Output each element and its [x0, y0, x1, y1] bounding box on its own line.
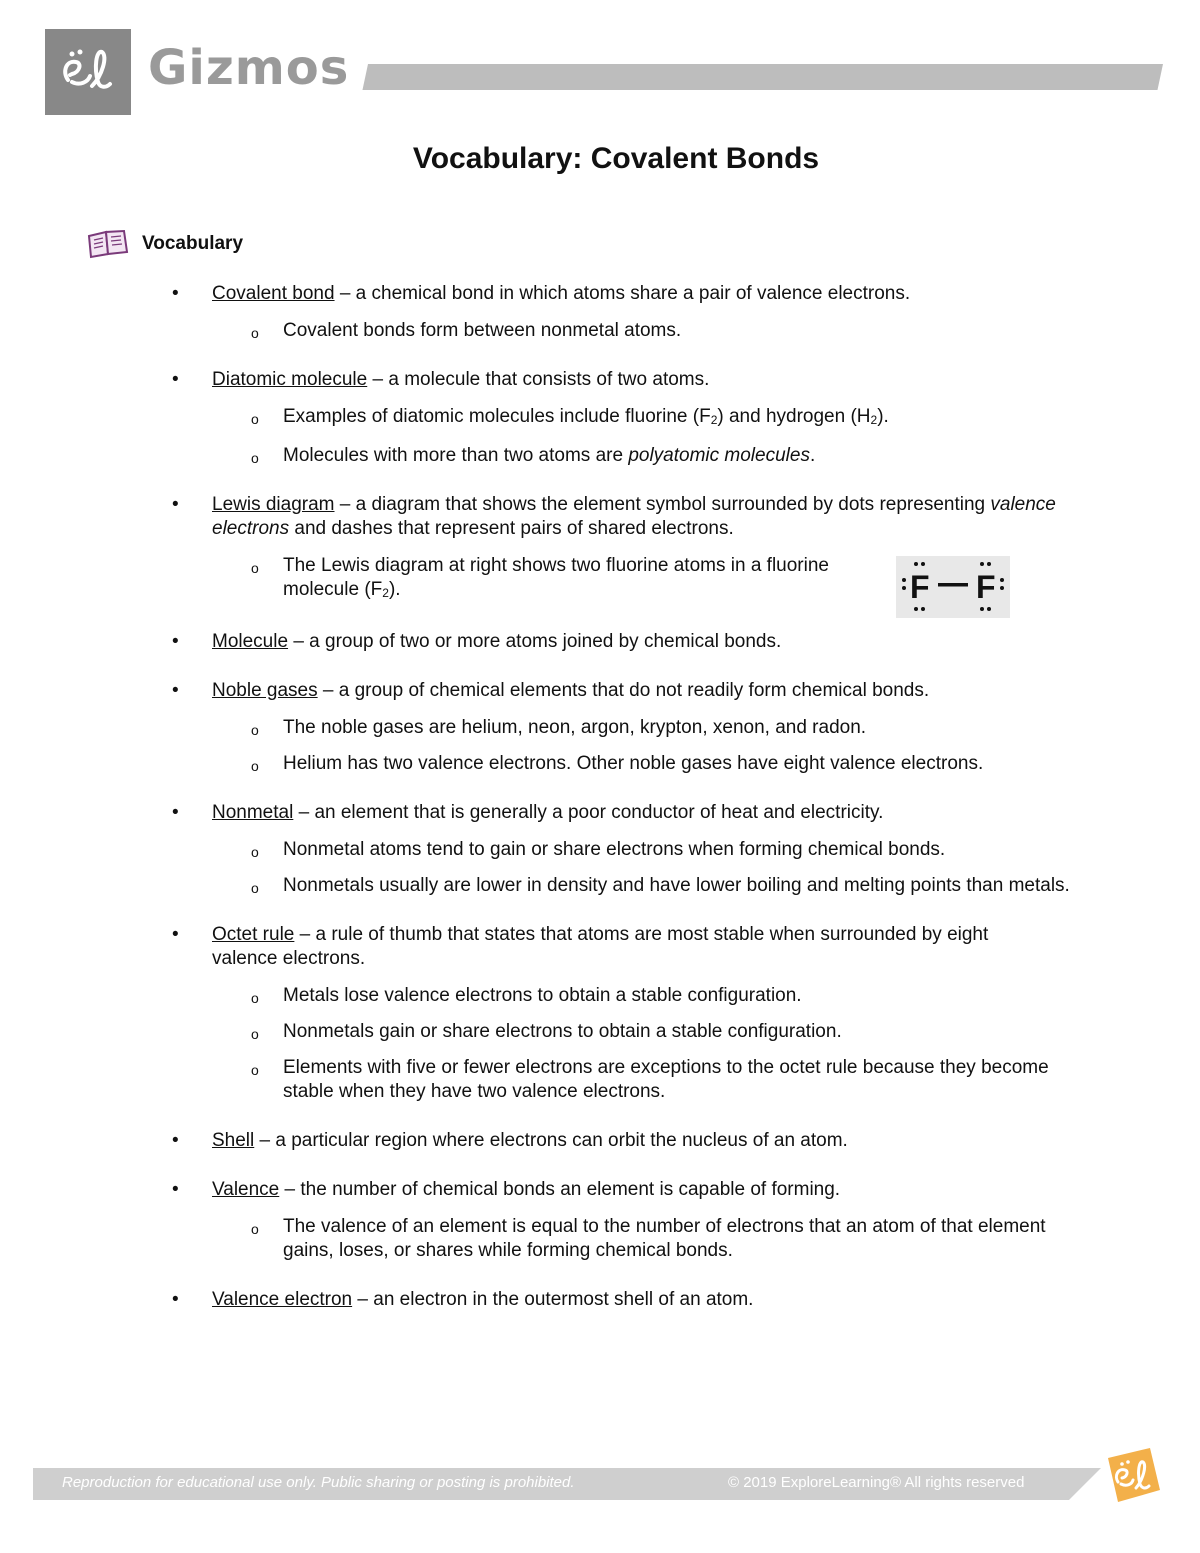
term-definition: – the number of chemical bonds an element is capable of forming. [279, 1179, 841, 1200]
footer-copyright: © 2019 ExploreLearning® All rights reserved [728, 1474, 1025, 1491]
term-note: o Elements with five or fewer electrons are exceptions to the octet rule because they become stable when they have two valence electrons. [172, 1056, 1073, 1104]
vocabulary-list [172, 282, 1072, 1337]
term-note: o Nonmetals usually are lower in density and have lower boiling and melting points than metals. [172, 874, 1083, 898]
term-word: Octet rule [212, 924, 295, 945]
term-note: o The Lewis diagram at right shows two fluorine atoms in a fluorine molecule $(F_2)$. [172, 554, 843, 605]
term-word: Shell [212, 1130, 255, 1151]
term-definition: – a rule of thumb that states that atoms are most stable when surrounded by eight valence electrons. [212, 924, 989, 969]
term-octet-rule [172, 923, 1072, 1104]
term-definition: – a group of chemical elements that do not readily form chemical bonds. [317, 680, 930, 701]
term-valence-electron [172, 1288, 1072, 1312]
lewis-symbol-left: F [910, 569, 930, 605]
term-definition: – a molecule that consists of two atoms. [367, 369, 710, 390]
term-note: o Nonmetal atoms tend to gain or share electrons when forming chemical bonds. [172, 838, 1072, 862]
explorelearning-logo-icon [45, 29, 131, 115]
term-word: Covalent bond [212, 283, 335, 304]
term-noble-gases [172, 679, 1072, 776]
book-icon [86, 228, 130, 260]
header-divider-bar [362, 64, 1163, 90]
term-word: Valence electron [212, 1289, 353, 1310]
term-diatomic-molecule [172, 368, 1072, 468]
term-note: o The valence of an element is equal to the number of electrons that an atom of that element gains, loses, or shares while forming chemical bonds. [172, 1215, 1073, 1263]
term-note: o Examples of diatomic molecules include fluorine $(F_2)$ and hydrogen $(H_2)$. [172, 405, 1072, 432]
explorelearning-badge-icon [1100, 1446, 1162, 1504]
term-lewis-diagram: • Lewis diagram – a diagram that shows the element symbol surrounded by dots representing valence electrons and dashes that represent pairs of shared electrons. o The Lewis diagram at right shows two fluorine atoms in a fluorine molecule $(F_2)$. [172, 493, 1072, 605]
term-definition: – a particular region where electrons can orbit the nucleus of an atom. [254, 1130, 848, 1151]
term-definition: – a chemical bond in which atoms share a pair of valence electrons. [334, 283, 911, 304]
term-definition: – an electron in the outermost shell of an atom. [352, 1289, 754, 1310]
term-covalent-bond [172, 282, 1072, 343]
term-word: Nonmetal [212, 802, 294, 823]
term-note: o The noble gases are helium, neon, argon, krypton, xenon, and radon. [172, 716, 1072, 740]
lewis-symbol-right: F [976, 569, 996, 605]
term-molecule [172, 630, 1072, 654]
term-nonmetal [172, 801, 1072, 898]
term-note: o Helium has two valence electrons. Other noble gases have eight valence electrons. [172, 752, 1003, 776]
term-valence [172, 1178, 1072, 1263]
term-word: Lewis diagram [212, 494, 335, 515]
vocabulary-heading [86, 228, 243, 260]
term-note: o Covalent bonds form between nonmetal atoms. [172, 319, 1072, 343]
term-definition: – a group of two or more atoms joined by chemical bonds. [288, 631, 782, 652]
term-note: o Metals lose valence electrons to obtain a stable configuration. [172, 984, 1072, 1008]
term-word: Molecule [212, 631, 289, 652]
brand-name: Gizmos [148, 40, 350, 96]
term-definition: – an element that is generally a poor conductor of heat and electricity. [293, 802, 884, 823]
term-word: Noble gases [212, 680, 318, 701]
page-title: Vocabulary: Covalent Bonds [412, 142, 820, 175]
term-note: o Molecules with more than two atoms are polyatomic molecules. [172, 444, 1072, 468]
term-word: Diatomic molecule [212, 369, 368, 390]
footer-notice: Reproduction for educational use only. Public sharing or posting is prohibited. [62, 1474, 575, 1491]
term-note: o Nonmetals gain or share electrons to obtain a stable configuration. [172, 1020, 1072, 1044]
term-shell [172, 1129, 1072, 1153]
section-heading: Vocabulary [142, 233, 244, 254]
term-word: Valence [212, 1179, 280, 1200]
